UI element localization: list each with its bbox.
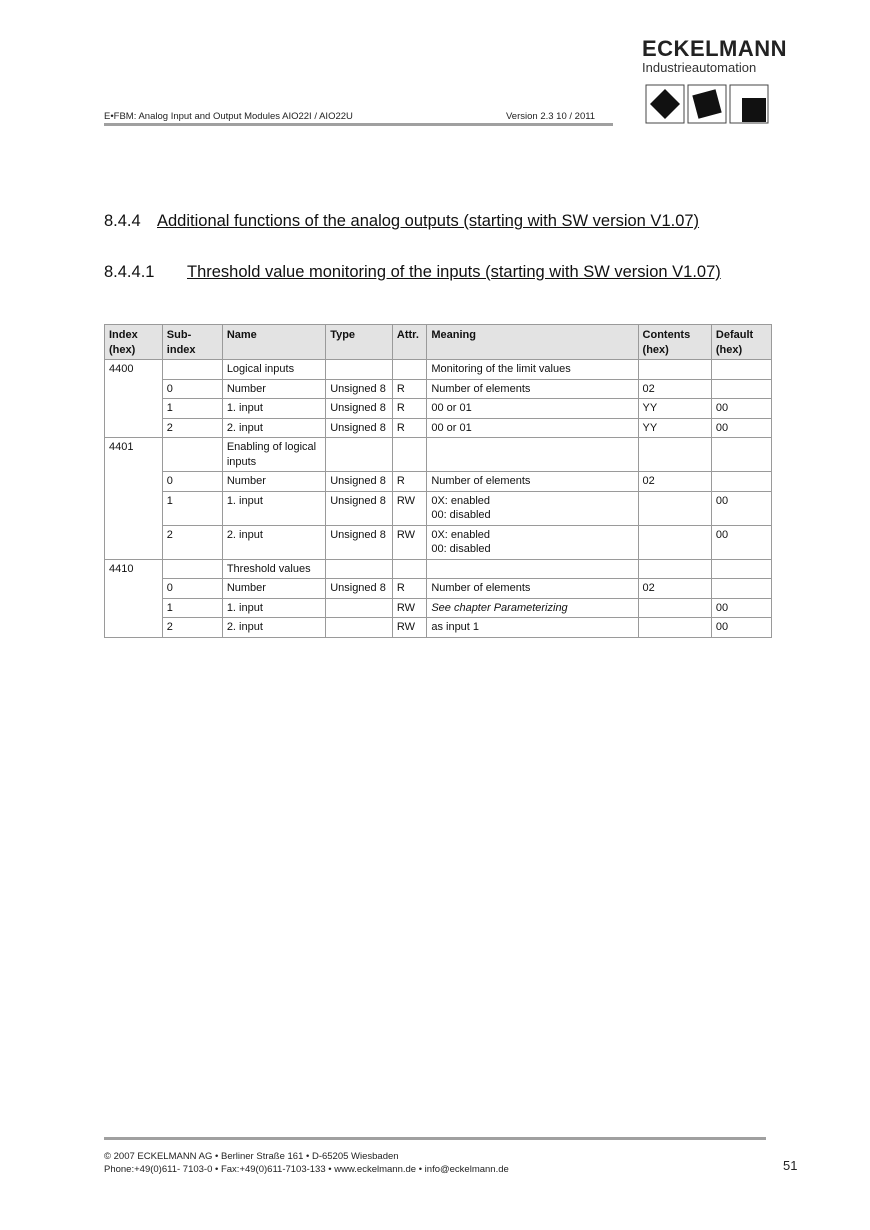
cell-default [711,472,771,492]
cell-meaning: 00 or 01 [427,418,638,438]
cell-type: Unsigned 8 [326,491,393,525]
table-row [105,598,772,618]
cell-default [711,579,771,599]
cell-sub [162,438,222,472]
cell-default [711,559,771,579]
cell-name: Enabling of logical inputs [222,438,325,472]
cell-contents: YY [638,418,711,438]
cell-name: Threshold values [222,559,325,579]
table-header-cell: Meaning [427,325,638,360]
cell-contents [638,525,711,559]
cell-sub: 0 [162,379,222,399]
cell-attr [392,438,426,472]
subsection-number: 8.4.4.1 [104,263,155,281]
cell-meaning: Monitoring of the limit values [427,360,638,380]
table-row [105,379,772,399]
cell-sub: 1 [162,598,222,618]
section-heading [104,212,699,231]
cell-contents: YY [638,399,711,419]
header-divider [104,123,613,126]
cell-attr [392,559,426,579]
header-version: Version 2.3 10 / 2011 [506,111,596,122]
cell-sub: 2 [162,525,222,559]
table-row [105,491,772,525]
brand-logo [642,36,788,75]
cell-type: Unsigned 8 [326,379,393,399]
cell-index: 4400 [105,360,163,438]
table-header-cell: Sub- index [162,325,222,360]
cell-type [326,559,393,579]
table-row [105,399,772,419]
cell-type: Unsigned 8 [326,579,393,599]
footer-contact: Phone:+49(0)611- 7103-0 • Fax:+49(0)611-7103-133 • www.eckelmann.de • info@eckelmann.de [104,1164,509,1175]
cell-meaning: Number of elements [427,379,638,399]
table-row [105,525,772,559]
cell-index: 4401 [105,438,163,560]
cell-type: Unsigned 8 [326,525,393,559]
cell-type: Unsigned 8 [326,472,393,492]
cell-default [711,438,771,472]
cell-name: Number [222,472,325,492]
cell-contents: 02 [638,379,711,399]
cell-type [326,360,393,380]
cell-name: 1. input [222,491,325,525]
cell-name: 1. input [222,598,325,618]
subsection-heading [104,263,721,282]
cell-meaning: Number of elements [427,472,638,492]
cell-default: 00 [711,418,771,438]
cell-meaning: 0X: enabled 00: disabled [427,491,638,525]
table-row [105,438,772,472]
table-row [105,360,772,380]
cell-sub: 0 [162,579,222,599]
table-header-cell: Default (hex) [711,325,771,360]
brand-name: ECKELMANN [642,36,788,61]
cell-name: 2. input [222,525,325,559]
footer-address: © 2007 ECKELMANN AG • Berliner Straße 161 • D-65205 Wiesbaden [104,1151,399,1162]
cell-attr: RW [392,525,426,559]
cell-type: Unsigned 8 [326,418,393,438]
table-row [105,418,772,438]
footer-divider [104,1137,766,1140]
cell-sub: 1 [162,399,222,419]
cell-default [711,379,771,399]
cell-meaning: as input 1 [427,618,638,638]
cell-contents [638,598,711,618]
header-doc-title: E•FBM: Analog Input and Output Modules AIO22I / AIO22U [104,111,353,122]
cell-name: Number [222,379,325,399]
cell-meaning [427,559,638,579]
cell-default [711,360,771,380]
cell-sub: 2 [162,418,222,438]
cell-index: 4410 [105,559,163,637]
table-header-cell: Contents (hex) [638,325,711,360]
subsection-title: Threshold value monitoring of the inputs (starting with SW version V1.07) [187,263,721,281]
cell-sub: 0 [162,472,222,492]
cell-attr: R [392,472,426,492]
table-row [105,618,772,638]
cell-name: 2. input [222,618,325,638]
cell-name: Number [222,579,325,599]
cell-attr [392,360,426,380]
cell-sub [162,559,222,579]
cell-attr: RW [392,618,426,638]
cell-default: 00 [711,598,771,618]
cell-sub: 2 [162,618,222,638]
cell-contents [638,559,711,579]
logo-squares-icon [645,84,770,126]
cell-default: 00 [711,525,771,559]
cell-name: 2. input [222,418,325,438]
cell-default: 00 [711,491,771,525]
cell-name: 1. input [222,399,325,419]
cell-attr: R [392,418,426,438]
cell-meaning: 00 or 01 [427,399,638,419]
cell-meaning: See chapter Parameterizing [427,598,638,618]
cell-type [326,618,393,638]
cell-default: 00 [711,399,771,419]
table-header-cell: Attr. [392,325,426,360]
cell-contents: 02 [638,579,711,599]
cell-contents [638,618,711,638]
cell-attr: R [392,399,426,419]
cell-type [326,598,393,618]
table-header-cell: Type [326,325,393,360]
cell-name: Logical inputs [222,360,325,380]
table-row [105,579,772,599]
object-dictionary-table [104,324,772,638]
cell-contents [638,360,711,380]
table-row [105,559,772,579]
table-header-row [105,325,772,360]
cell-attr: RW [392,491,426,525]
cell-meaning: 0X: enabled 00: disabled [427,525,638,559]
cell-meaning [427,438,638,472]
table-header-cell: Index (hex) [105,325,163,360]
table-header-cell: Name [222,325,325,360]
cell-attr: R [392,579,426,599]
cell-sub [162,360,222,380]
cell-contents: 02 [638,472,711,492]
cell-attr: R [392,379,426,399]
brand-subtitle: Industrieautomation [642,60,757,75]
cell-default: 00 [711,618,771,638]
cell-type [326,438,393,472]
cell-meaning: Number of elements [427,579,638,599]
cell-type: Unsigned 8 [326,399,393,419]
page-number: 51 [783,1158,798,1173]
table-row [105,472,772,492]
section-number: 8.4.4 [104,212,141,230]
section-title: Additional functions of the analog outputs (starting with SW version V1.07) [157,212,700,230]
cell-attr: RW [392,598,426,618]
cell-contents [638,491,711,525]
cell-sub: 1 [162,491,222,525]
cell-contents [638,438,711,472]
